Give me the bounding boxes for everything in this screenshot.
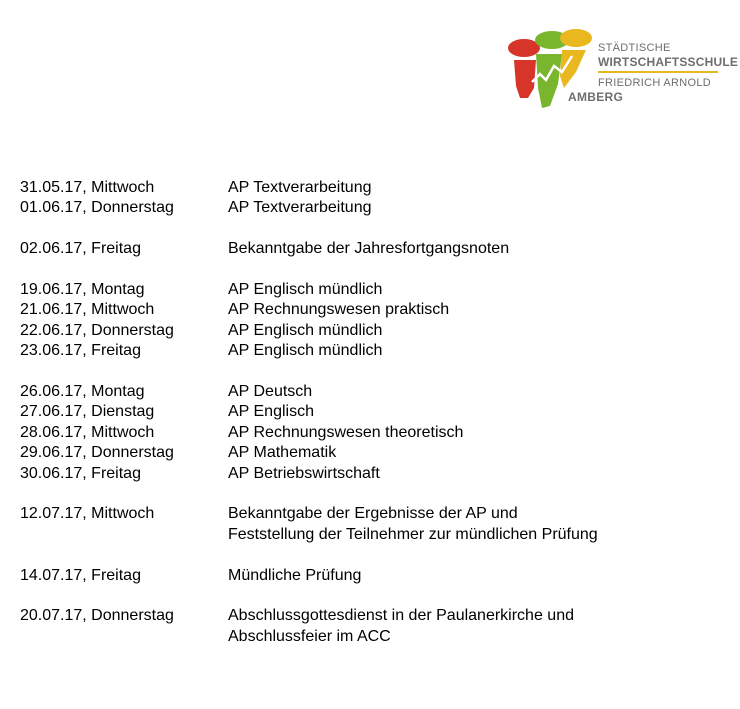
schedule-date: 31.05.17, Mittwoch xyxy=(20,179,155,196)
schedule-date: 20.07.17, Donnerstag xyxy=(20,607,174,625)
schedule-date: 28.06.17, Mittwoch xyxy=(20,423,155,441)
schedule-date: 30.06.17, Freitag xyxy=(20,464,141,482)
schedule-date: 14.07.17, Freitag xyxy=(20,566,141,584)
schedule-event xyxy=(228,239,730,259)
schedule-event-line: Abschlussgottesdienst in der Paulanerkirche und xyxy=(228,607,574,625)
schedule-event-line: AP Textverarbeitung xyxy=(228,179,372,196)
schedule-row xyxy=(20,178,730,198)
schedule-row xyxy=(20,464,730,484)
schedule-event xyxy=(228,464,730,484)
logo-green-body xyxy=(536,54,562,108)
logo-line-amberg: AMBERG xyxy=(568,90,624,104)
schedule-event-line: AP Deutsch xyxy=(228,383,313,401)
logo-red-head xyxy=(508,39,540,57)
schedule-event xyxy=(228,402,730,422)
schedule-row xyxy=(20,402,730,422)
schedule-event xyxy=(228,178,730,198)
exam-schedule xyxy=(20,178,730,647)
schedule-event xyxy=(228,443,730,463)
schedule-row xyxy=(20,566,730,586)
schedule-date: 27.06.17, Dienstag xyxy=(20,403,155,421)
schedule-event xyxy=(228,341,730,361)
schedule-row xyxy=(20,321,730,341)
schedule-date: 01.06.17, Donnerstag xyxy=(20,199,174,217)
logo-divider xyxy=(598,71,718,73)
schedule-event-line: AP Rechnungswesen praktisch xyxy=(228,301,450,319)
schedule-event-line: Mündliche Prüfung xyxy=(228,566,362,584)
schedule-event-line: AP Betriebswirtschaft xyxy=(228,464,380,482)
logo-red-body xyxy=(514,60,536,98)
schedule-event-line: AP Englisch xyxy=(228,403,314,421)
schedule-date: 02.06.17, Freitag xyxy=(20,240,141,258)
schedule-date: 29.06.17, Donnerstag xyxy=(20,444,174,462)
schedule-event xyxy=(228,300,730,320)
logo-line-staedtische: STÄDTISCHE xyxy=(598,42,671,54)
schedule-event xyxy=(228,566,730,586)
schedule-event xyxy=(228,504,730,545)
schedule-event xyxy=(228,198,730,218)
schedule-row xyxy=(20,504,730,545)
schedule-event-line: AP Mathematik xyxy=(228,444,337,462)
schedule-date: 22.06.17, Donnerstag xyxy=(20,321,174,339)
schedule-row xyxy=(20,198,730,218)
schedule-row xyxy=(20,382,730,402)
logo-line-wirtschaftsschule: WIRTSCHAFTSSCHULE xyxy=(598,55,739,69)
schedule-event xyxy=(228,280,730,300)
schedule-row xyxy=(20,423,730,443)
schedule-date: 19.06.17, Montag xyxy=(20,281,145,298)
schedule-event xyxy=(228,321,730,341)
schedule-event-line: Feststellung der Teilnehmer zur mündlichen Prüfung xyxy=(228,525,598,543)
schedule-row xyxy=(20,606,730,647)
school-logo xyxy=(506,26,739,112)
schedule-event-line: AP Rechnungswesen theoretisch xyxy=(228,423,464,441)
schedule-event-line: AP Englisch mündlich xyxy=(228,281,383,298)
schedule-date: 26.06.17, Montag xyxy=(20,383,145,401)
logo-yellow-head xyxy=(560,29,592,47)
schedule-event-line: Bekanntgabe der Ergebnisse der AP und xyxy=(228,505,518,523)
schedule-event-line: AP Textverarbeitung xyxy=(228,199,372,217)
schedule-row xyxy=(20,300,730,320)
schedule-event-line: AP Englisch mündlich xyxy=(228,342,383,360)
schedule-row xyxy=(20,239,730,259)
schedule-row xyxy=(20,341,730,361)
schedule-event xyxy=(228,606,730,647)
schedule-event xyxy=(228,423,730,443)
schedule-date: 21.06.17, Mittwoch xyxy=(20,301,155,319)
logo-line-friedrich-arnold: FRIEDRICH ARNOLD xyxy=(598,77,711,89)
schedule-date: 23.06.17, Freitag xyxy=(20,342,141,360)
schedule-row xyxy=(20,443,730,463)
schedule-event-line: Abschlussfeier im ACC xyxy=(228,627,391,645)
schedule-event-line: AP Englisch mündlich xyxy=(228,321,383,339)
schedule-row xyxy=(20,280,730,300)
schedule-event-line: Bekanntgabe der Jahresfortgangsnoten xyxy=(228,240,510,258)
schedule-event xyxy=(228,382,730,402)
schedule-date: 12.07.17, Mittwoch xyxy=(20,505,155,523)
